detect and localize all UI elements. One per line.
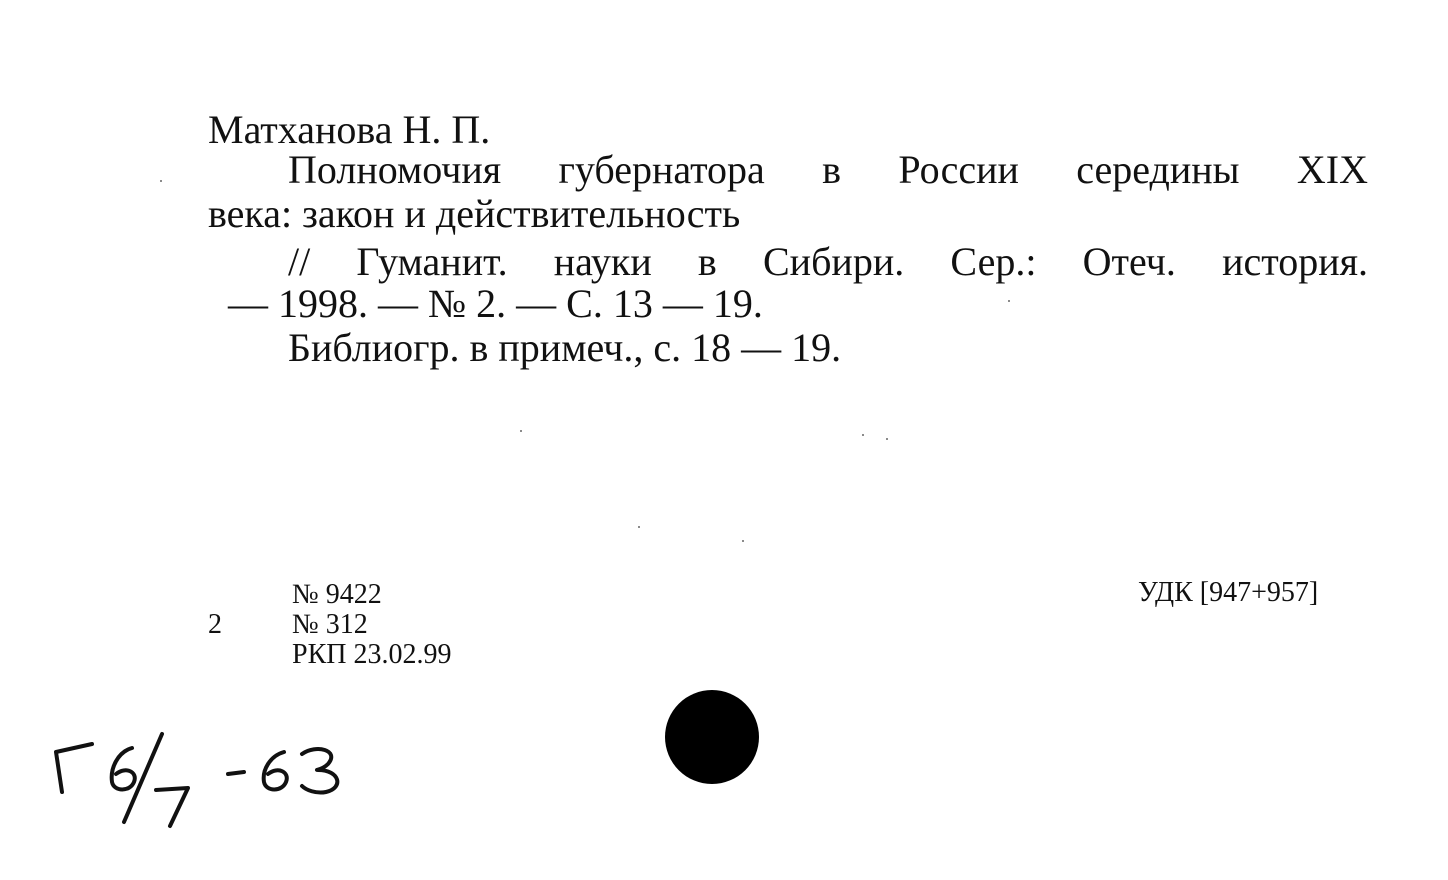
- bibliography-note: Библиогр. в примеч., с. 18 — 19.: [288, 325, 842, 370]
- paper-speck: [638, 526, 640, 528]
- registration-number-2: № 312: [292, 609, 368, 640]
- paper-speck: [520, 430, 522, 432]
- paper-speck: [742, 540, 744, 542]
- udc-code: УДК [947+957]: [1138, 577, 1319, 608]
- paper-speck: [1008, 300, 1010, 302]
- registration-number-1: № 9422: [292, 579, 382, 610]
- copies-count: 2: [208, 609, 222, 640]
- source-line-2: — 1998. — № 2. — С. 13 — 19.: [228, 281, 763, 326]
- author-line: Матханова Н. П.: [208, 107, 491, 152]
- punch-hole: [665, 690, 759, 784]
- handwritten-note: [40, 730, 360, 830]
- rkp-date: РКП 23.02.99: [292, 639, 452, 670]
- paper-speck: [160, 180, 162, 182]
- paper-speck: [862, 434, 864, 436]
- source-line-1: // Гуманит. науки в Сибири. Сер.: Отеч. история.: [288, 239, 1368, 284]
- title-line-1: Полномочия губернатора в России середины XIX: [288, 147, 1368, 192]
- paper-speck: [886, 438, 888, 440]
- title-line-2: века: закон и действительность: [208, 191, 741, 236]
